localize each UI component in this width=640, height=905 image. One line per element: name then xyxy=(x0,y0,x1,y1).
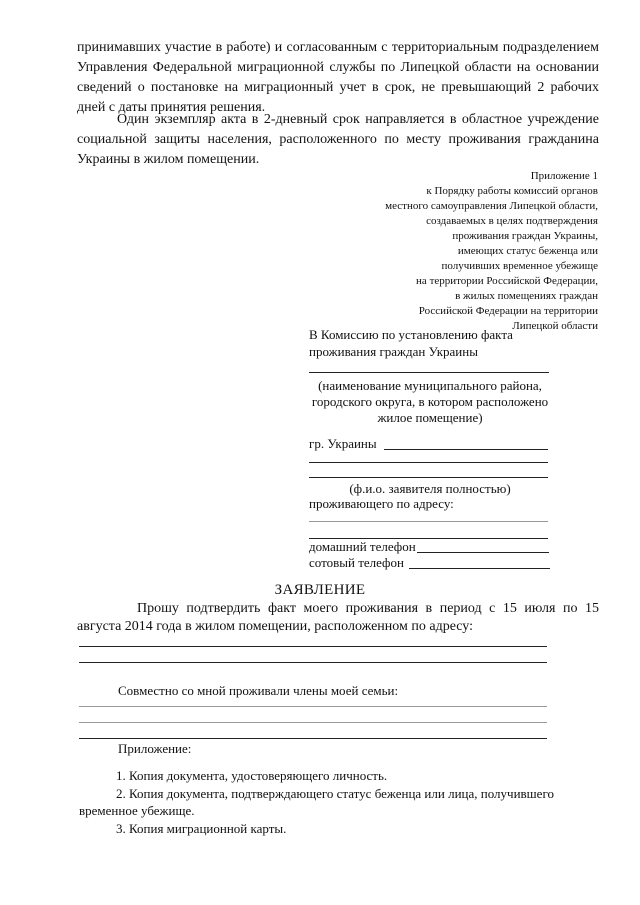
appendix-header xyxy=(330,169,598,334)
citizen-name-field-3[interactable] xyxy=(309,477,548,478)
commission-hint-3: жилое помещение) xyxy=(377,410,483,425)
citizen-label: гр. Украины xyxy=(309,436,377,451)
fio-hint: (ф.и.о. заявителя полностью) xyxy=(349,481,511,496)
family-field-3[interactable] xyxy=(79,738,547,739)
cell-phone-field[interactable] xyxy=(409,568,550,569)
request-address-field-1[interactable] xyxy=(79,646,547,647)
commission-name-field[interactable] xyxy=(309,372,549,373)
attachment-item-3: 3. Копия миграционной карты. xyxy=(116,821,287,836)
cell-phone-label: сотовый телефон xyxy=(309,555,404,570)
address-label: проживающего по адресу: xyxy=(309,496,454,511)
home-phone-field[interactable] xyxy=(417,552,549,553)
appendix-line: к Порядку работы комиссий органов xyxy=(426,185,598,197)
attachment-item-2: 2. Копия документа, подтверждающего статус беженца или лица, получившего временное убежище. xyxy=(79,786,554,818)
appendix-line: проживания граждан Украины, xyxy=(452,230,598,242)
addressee-line-1: В Комиссию по установлению факта xyxy=(309,327,513,342)
home-phone-label: домашний телефон xyxy=(309,539,416,554)
statement-title: ЗАЯВЛЕНИЕ xyxy=(274,582,366,598)
appendix-line: создаваемых в целях подтверждения xyxy=(426,215,598,227)
commission-hint-2: городского округа, в котором расположено xyxy=(311,394,549,409)
citizen-name-field[interactable] xyxy=(384,449,548,450)
intro-paragraph-2: Один экземпляр акта в 2-дневный срок направляется в областное учреждение социальной защиты населения, расположенного по месту проживания гражданина Украины в жилом помещении. xyxy=(77,112,599,167)
commission-hint-1: (наименование муниципального района, xyxy=(318,378,542,393)
appendix-line: Приложение 1 xyxy=(530,170,598,182)
appendix-line: имеющих статус беженца или xyxy=(457,245,598,257)
family-field-2[interactable] xyxy=(79,722,547,723)
addressee-line-2: проживания граждан Украины xyxy=(309,344,478,359)
attachment-item-1: 1. Копия документа, удостоверяющего личность. xyxy=(116,768,388,783)
address-field-1[interactable] xyxy=(309,521,548,522)
family-label: Совместно со мной проживали члены моей семьи: xyxy=(118,683,399,698)
intro-paragraph-1: принимавших участие в работе) и согласованным с территориальным подразделением Управления Федеральной миграционной службы по Липецкой области на основании сведений о постановке на миграционный учет в срок, не превышающий 2 рабочих дней с даты принятия решения. xyxy=(77,40,599,115)
attachments-label: Приложение: xyxy=(118,741,192,756)
appendix-line: Липецкой области xyxy=(512,320,598,332)
family-field-1[interactable] xyxy=(79,706,547,707)
appendix-line: получивших временное убежище xyxy=(441,260,598,272)
appendix-line: в жилых помещениях граждан xyxy=(455,290,598,302)
appendix-line: Российской Федерации на территории xyxy=(418,305,598,317)
request-address-field-2[interactable] xyxy=(79,662,547,663)
appendix-line: местного самоуправления Липецкой области, xyxy=(385,200,598,212)
citizen-name-field-2[interactable] xyxy=(309,462,548,463)
appendix-line: на территории Российской Федерации, xyxy=(416,275,598,287)
statement-request: Прошу подтвердить факт моего проживания в период с 15 июля по 15 августа 2014 года в жилом помещении, расположенном по адресу: xyxy=(77,601,599,634)
